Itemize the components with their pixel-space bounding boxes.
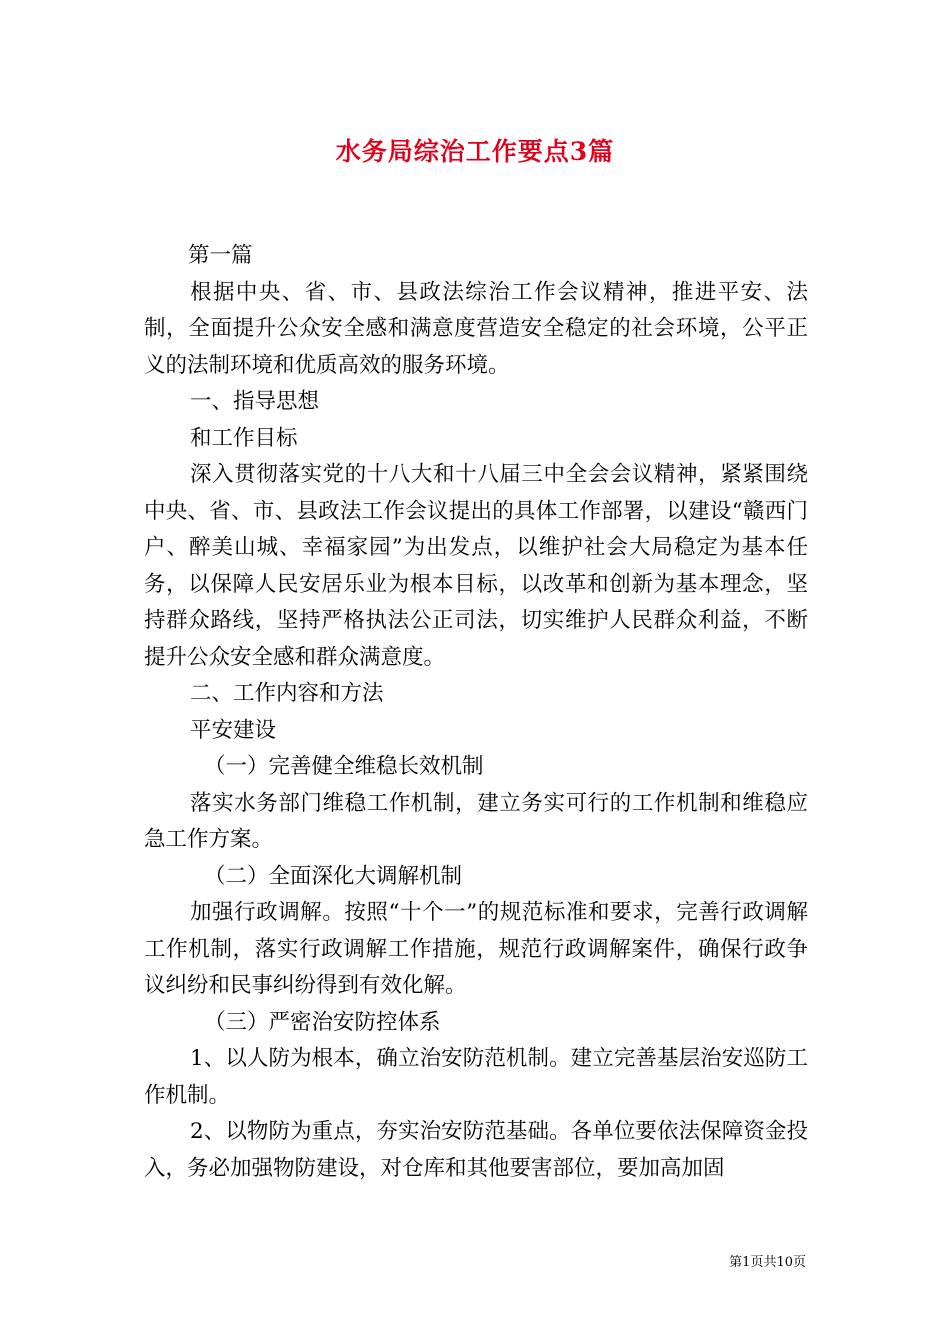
page-number: 第1页共10页	[729, 1255, 806, 1270]
heading-line: 一、指导思想	[190, 389, 320, 414]
document-title: 水务局综治工作要点3篇	[335, 137, 615, 166]
section-heading: 第一篇	[188, 243, 253, 268]
subheading-line: （二）全面深化大调解机制	[204, 863, 463, 889]
body-paragraph: 加强行政调解。按照“十个一”的规范标准和要求，完善行政调解工作机制，落实行政调解工作措施，规范行政调解案件，确保行政争议纠纷和民事纠纷得到有效化解。	[144, 900, 808, 998]
body-paragraph: 2、以物防为重点，夯实治安防范基础。各单位要依法保障资金投入，务必加强物防建设，对仓库和其他要害部位，要加高加固	[144, 1119, 808, 1181]
document-body	[144, 238, 808, 1187]
subheading-line: （三）严密治安防控体系	[204, 1009, 441, 1035]
body-paragraph: 深入贯彻落实党的十八大和十八届三中全会会议精神，紧紧围绕中央、省、市、县政法工作会议提出的具体工作部署，以建设“赣西门户、醉美山城、幸福家园”为出发点，以维护社会大局稳定为基本任务，以保障人民安居乐业为根本目标，以改革和创新为基本理念，坚持群众路线，坚持严格执法公正司法，切实维护人民群众利益，不断提升公众安全感和群众满意度。	[144, 462, 808, 670]
heading-line: 平安建设	[190, 717, 277, 743]
body-paragraph: 1、以人防为根本，确立治安防范机制。建立完善基层治安巡防工作机制。	[144, 1046, 808, 1108]
body-paragraph: 根据中央、省、市、县政法综治工作会议精神，推进平安、法制，全面提升公众安全感和满意度营造安全稳定的社会环境，公平正义的法制环境和优质高效的服务环境。	[144, 279, 808, 378]
body-paragraph: 落实水务部门维稳工作机制，建立务实可行的工作机制和维稳应急工作方案。	[144, 790, 808, 852]
heading-line: 二、工作内容和方法	[190, 681, 384, 706]
subheading-line: （一）完善健全维稳长效机制	[204, 754, 484, 779]
heading-line: 和工作目标	[190, 425, 298, 451]
